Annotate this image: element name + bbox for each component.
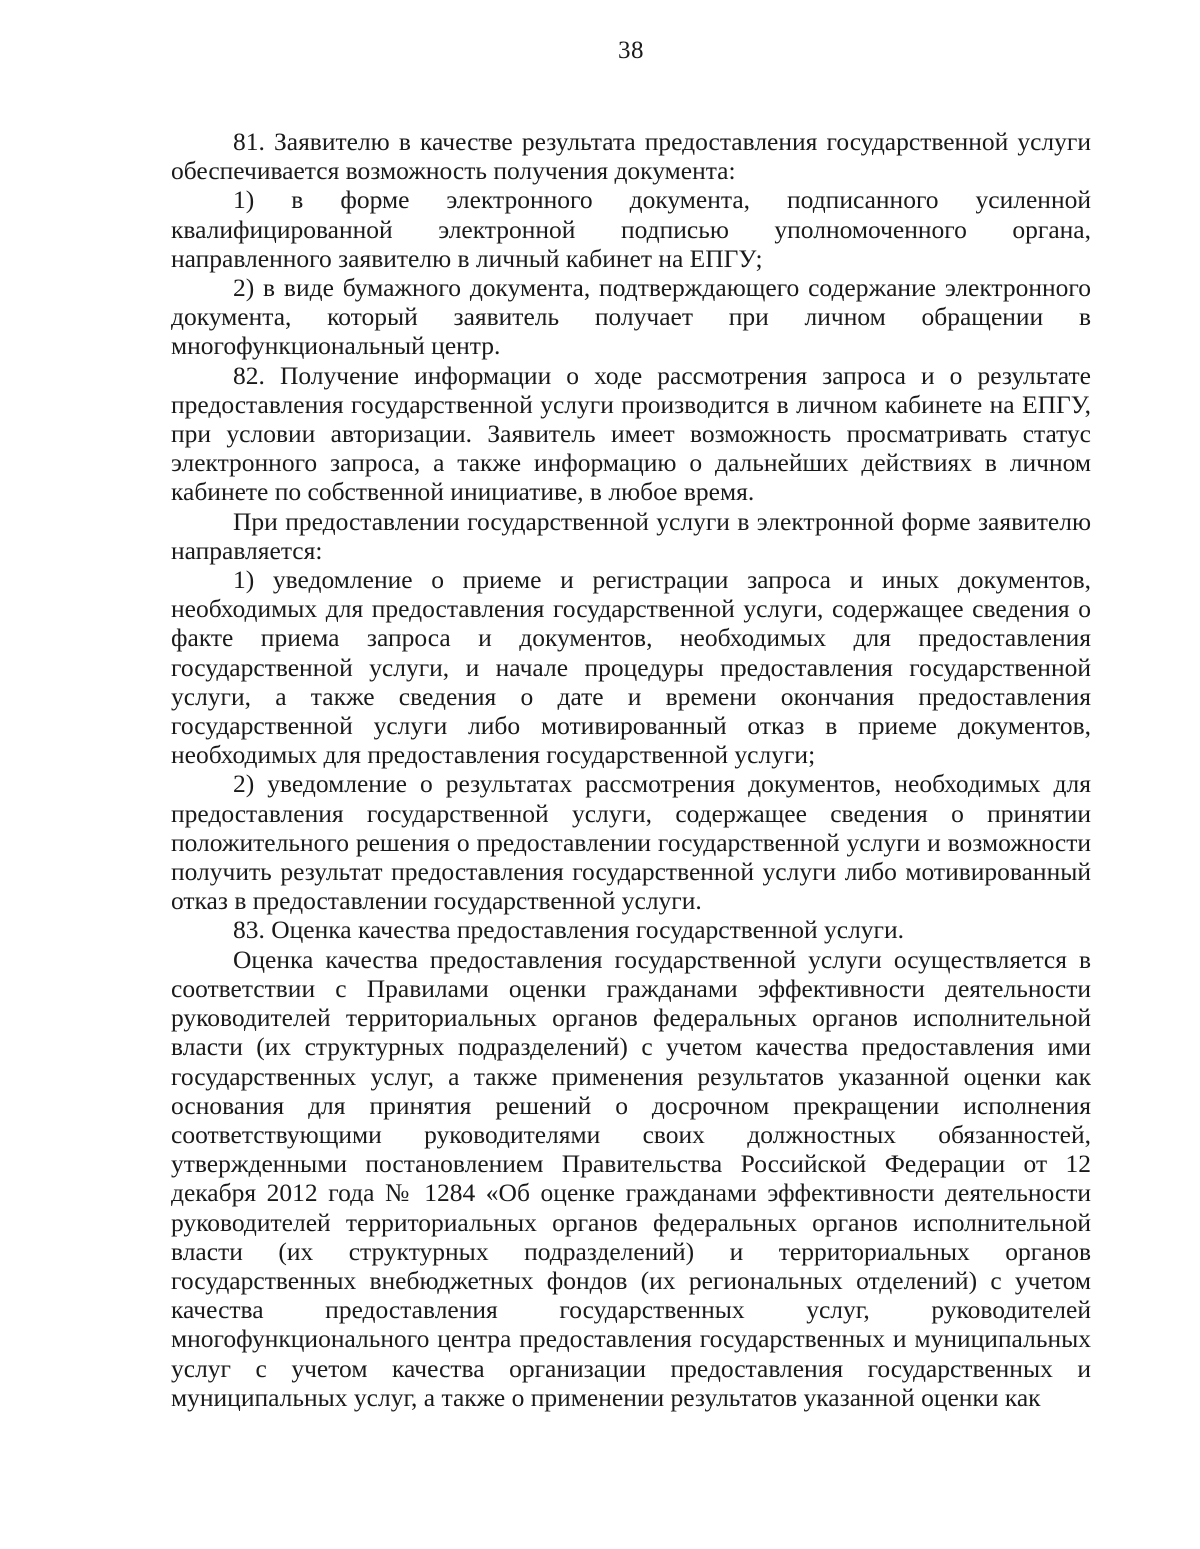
paragraph-81: 81. Заявителю в качестве результата предоставления государственной услуги обеспечивается возможность получения документа: (171, 127, 1091, 186)
paragraph-notification-1: 1) уведомление о приеме и регистрации запроса и иных документов, необходимых для предоставления государственной услуги, содержащее сведения о факте приема запроса и документов, необходимых для предоставления государственной услуги, и начале процедуры предоставления государственной услуги, а также сведения о дате и времени окончания предоставления государственной услуги либо мотивированный отказ в приеме документов, необходимых для предоставления государственной услуги; (171, 565, 1091, 770)
paragraph-electronic-form-intro: При предоставлении государственной услуги в электронной форме заявителю направляется: (171, 506, 1091, 565)
paragraph-notification-2: 2) уведомление о результатах рассмотрения документов, необходимых для предоставления государственной услуги, содержащее сведения о принятии положительного решения о предоставлении государственной услуги и возможности получить результат предоставления государственной услуги либо мотивированный отказ в предоставлении государственной услуги. (171, 769, 1091, 916)
paragraph-81-item-2: 2) в виде бумажного документа, подтверждающего содержание электронного документа, который заявитель получает при личном обращении в многофункциональный центр. (171, 273, 1091, 361)
paragraph-81-item-1: 1) в форме электронного документа, подписанного усиленной квалифицированной электронной подписью уполномоченного органа, направленного заявителю в личный кабинет на ЕПГУ; (171, 185, 1091, 273)
body-text (171, 127, 1091, 1412)
paragraph-82: 82. Получение информации о ходе рассмотрения запроса и о результате предоставления государственной услуги производится в личном кабинете на ЕПГУ, при условии авторизации. Заявитель имеет возможность просматривать статус электронного запроса, а также информацию о дальнейших действиях в личном кабинете по собственной инициативе, в любое время. (171, 360, 1091, 507)
paragraph-quality-assessment: Оценка качества предоставления государственной услуги осуществляется в соответствии с Правилами оценки гражданами эффективности деятельности руководителей территориальных органов федеральных органов исполнительной власти (их структурных подразделений) с учетом качества предоставления ими государственных услуг, а также применения результатов указанной оценки как основания для принятия решений о досрочном прекращении исполнения соответствующими руководителями своих должностных обязанностей, утвержденными постановлением Правительства Российской Федерации от 12 декабря 2012 года № 1284 «Об оценке гражданами эффективности деятельности руководителей территориальных органов федеральных органов исполнительной власти (их структурных подразделений) и территориальных органов государственных внебюджетных фондов (их региональных отделений) с учетом качества предоставления государственных услуг, руководителей многофункционального центра предоставления государственных и муниципальных услуг с учетом качества организации предоставления государственных и муниципальных услуг, а также о применении результатов указанной оценки как (171, 944, 1091, 1412)
page-number: 38 (618, 37, 644, 64)
paragraph-83: 83. Оценка качества предоставления государственной услуги. (233, 915, 905, 945)
